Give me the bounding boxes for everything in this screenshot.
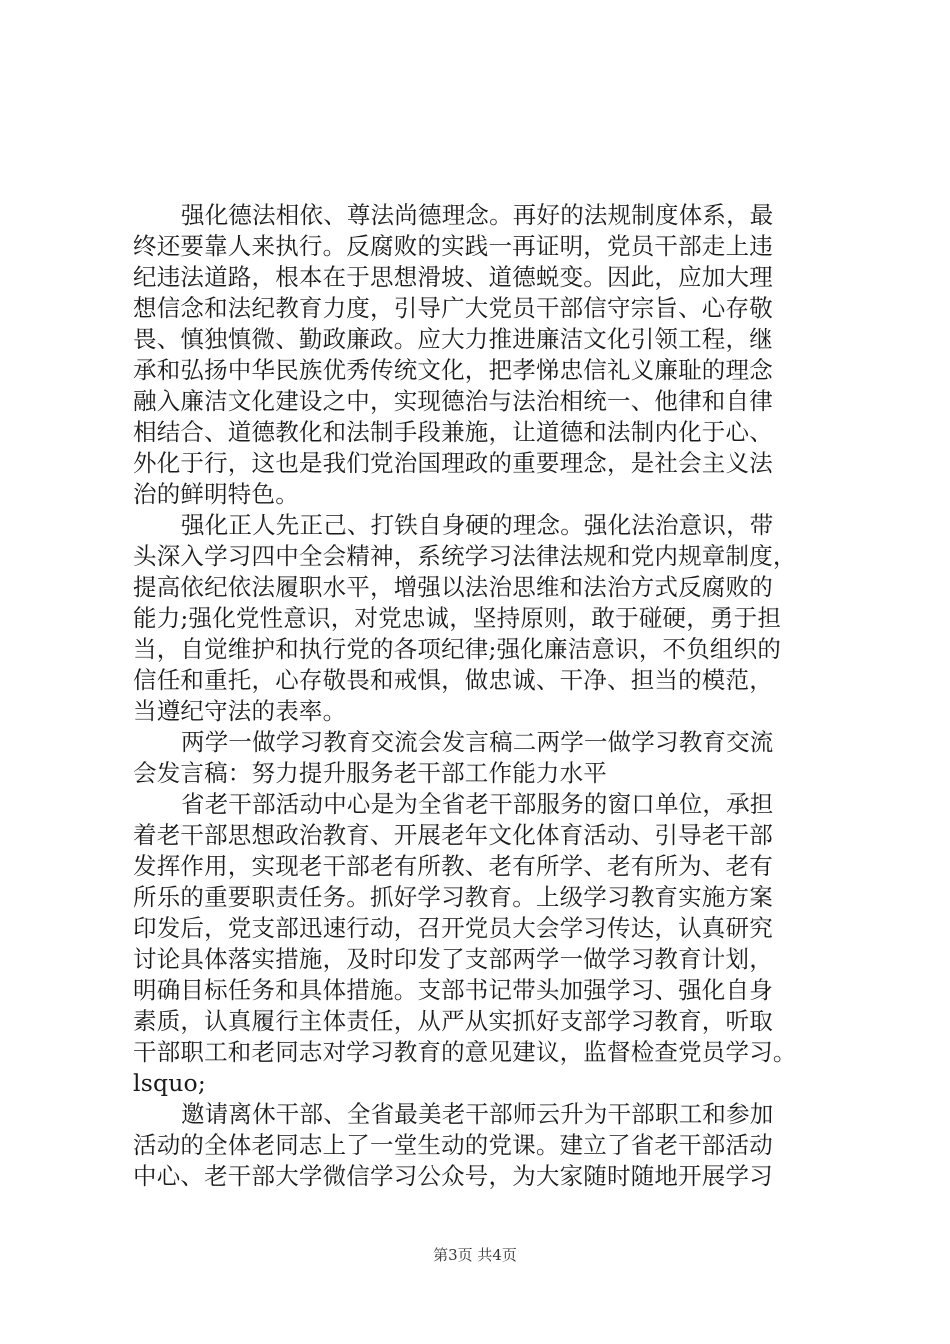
text-line: 两学一做学习教育交流会发言稿二两学一做学习教育交流 (181, 728, 774, 756)
text-line: 外化于行，这也是我们党治国理政的重要理念，是社会主义法 (133, 449, 773, 477)
text-line: 相结合、道德教化和法制手段兼施，让道德和法制内化于心、 (133, 418, 773, 446)
text-line: 所乐的重要职责任务。抓好学习教育。上级学习教育实施方案 (133, 883, 773, 911)
text-line: 中心、老干部大学微信学习公众号，为大家随时随地开展学习 (133, 1162, 773, 1190)
text-line: 讨论具体落实措施，及时印发了支部两学一做学习教育计划， (133, 945, 773, 973)
text-line: 融入廉洁文化建设之中，实现德治与法治相统一、他律和自律 (133, 387, 773, 415)
text-line: 提高依纪依法履职水平，增强以法治思维和法治方式反腐败的 (133, 573, 773, 601)
text-line: 终还要靠人来执行。反腐败的实践一再证明，党员干部走上违 (133, 232, 773, 260)
text-line: 发挥作用，实现老干部老有所教、老有所学、老有所为、老有 (133, 852, 773, 880)
text-line: 纪违法道路，根本在于思想滑坡、道德蜕变。因此，应加大理 (133, 263, 773, 291)
page-footer (0, 1244, 950, 1265)
text-line: 会发言稿：努力提升服务老干部工作能力水平 (133, 759, 607, 787)
text-line: 强化正人先正己、打铁自身硬的理念。强化法治意识，带 (181, 511, 774, 539)
text-line: 头深入学习四中全会精神，系统学习法律法规和党内规章制度， (133, 542, 797, 570)
text-line: 素质，认真履行主体责任，从严从实抓好支部学习教育，听取 (133, 1007, 773, 1035)
text-line: 想信念和法纪教育力度，引导广大党员干部信守宗旨、心存敬 (133, 294, 773, 322)
text-line: 邀请离休干部、全省最美老干部师云升为干部职工和参加 (181, 1100, 774, 1128)
text-line: 省老干部活动中心是为全省老干部服务的窗口单位，承担 (181, 790, 774, 818)
text-line: 活动的全体老同志上了一堂生动的党课。建立了省老干部活动 (133, 1131, 773, 1159)
text-line: 当，自觉维护和执行党的各项纪律;强化廉洁意识，不负组织的 (133, 635, 782, 663)
text-line: 信任和重托，心存敬畏和戒惧，做忠诚、干净、担当的模范， (133, 666, 773, 694)
text-line: 印发后，党支部迅速行动，召开党员大会学习传达，认真研究 (133, 914, 773, 942)
body-text (133, 200, 843, 1192)
text-line: 畏、慎独慎微、勤政廉政。应大力推进廉洁文化引领工程，继 (133, 325, 773, 353)
text-line: 明确目标任务和具体措施。支部书记带头加强学习、强化自身 (133, 976, 773, 1004)
text-line: 强化德法相依、尊法尚德理念。再好的法规制度体系，最 (181, 201, 774, 229)
text-line: 干部职工和老同志对学习教育的意见建议，监督检查党员学习。 (133, 1038, 797, 1066)
text-line: 着老干部思想政治教育、开展老年文化体育活动、引导老干部 (133, 821, 773, 849)
text-line: lsquo; (133, 1069, 207, 1097)
text-line: 当遵纪守法的表率。 (133, 697, 347, 725)
text-line: 承和弘扬中华民族优秀传统文化，把孝悌忠信礼义廉耻的理念 (133, 356, 773, 384)
text-line: 能力;强化党性意识，对党忠诚，坚持原则，敢于碰硬，勇于担 (133, 604, 782, 632)
text-line: 治的鲜明特色。 (133, 480, 299, 508)
page-number-label: 第3页 共4页 (433, 1246, 517, 1264)
